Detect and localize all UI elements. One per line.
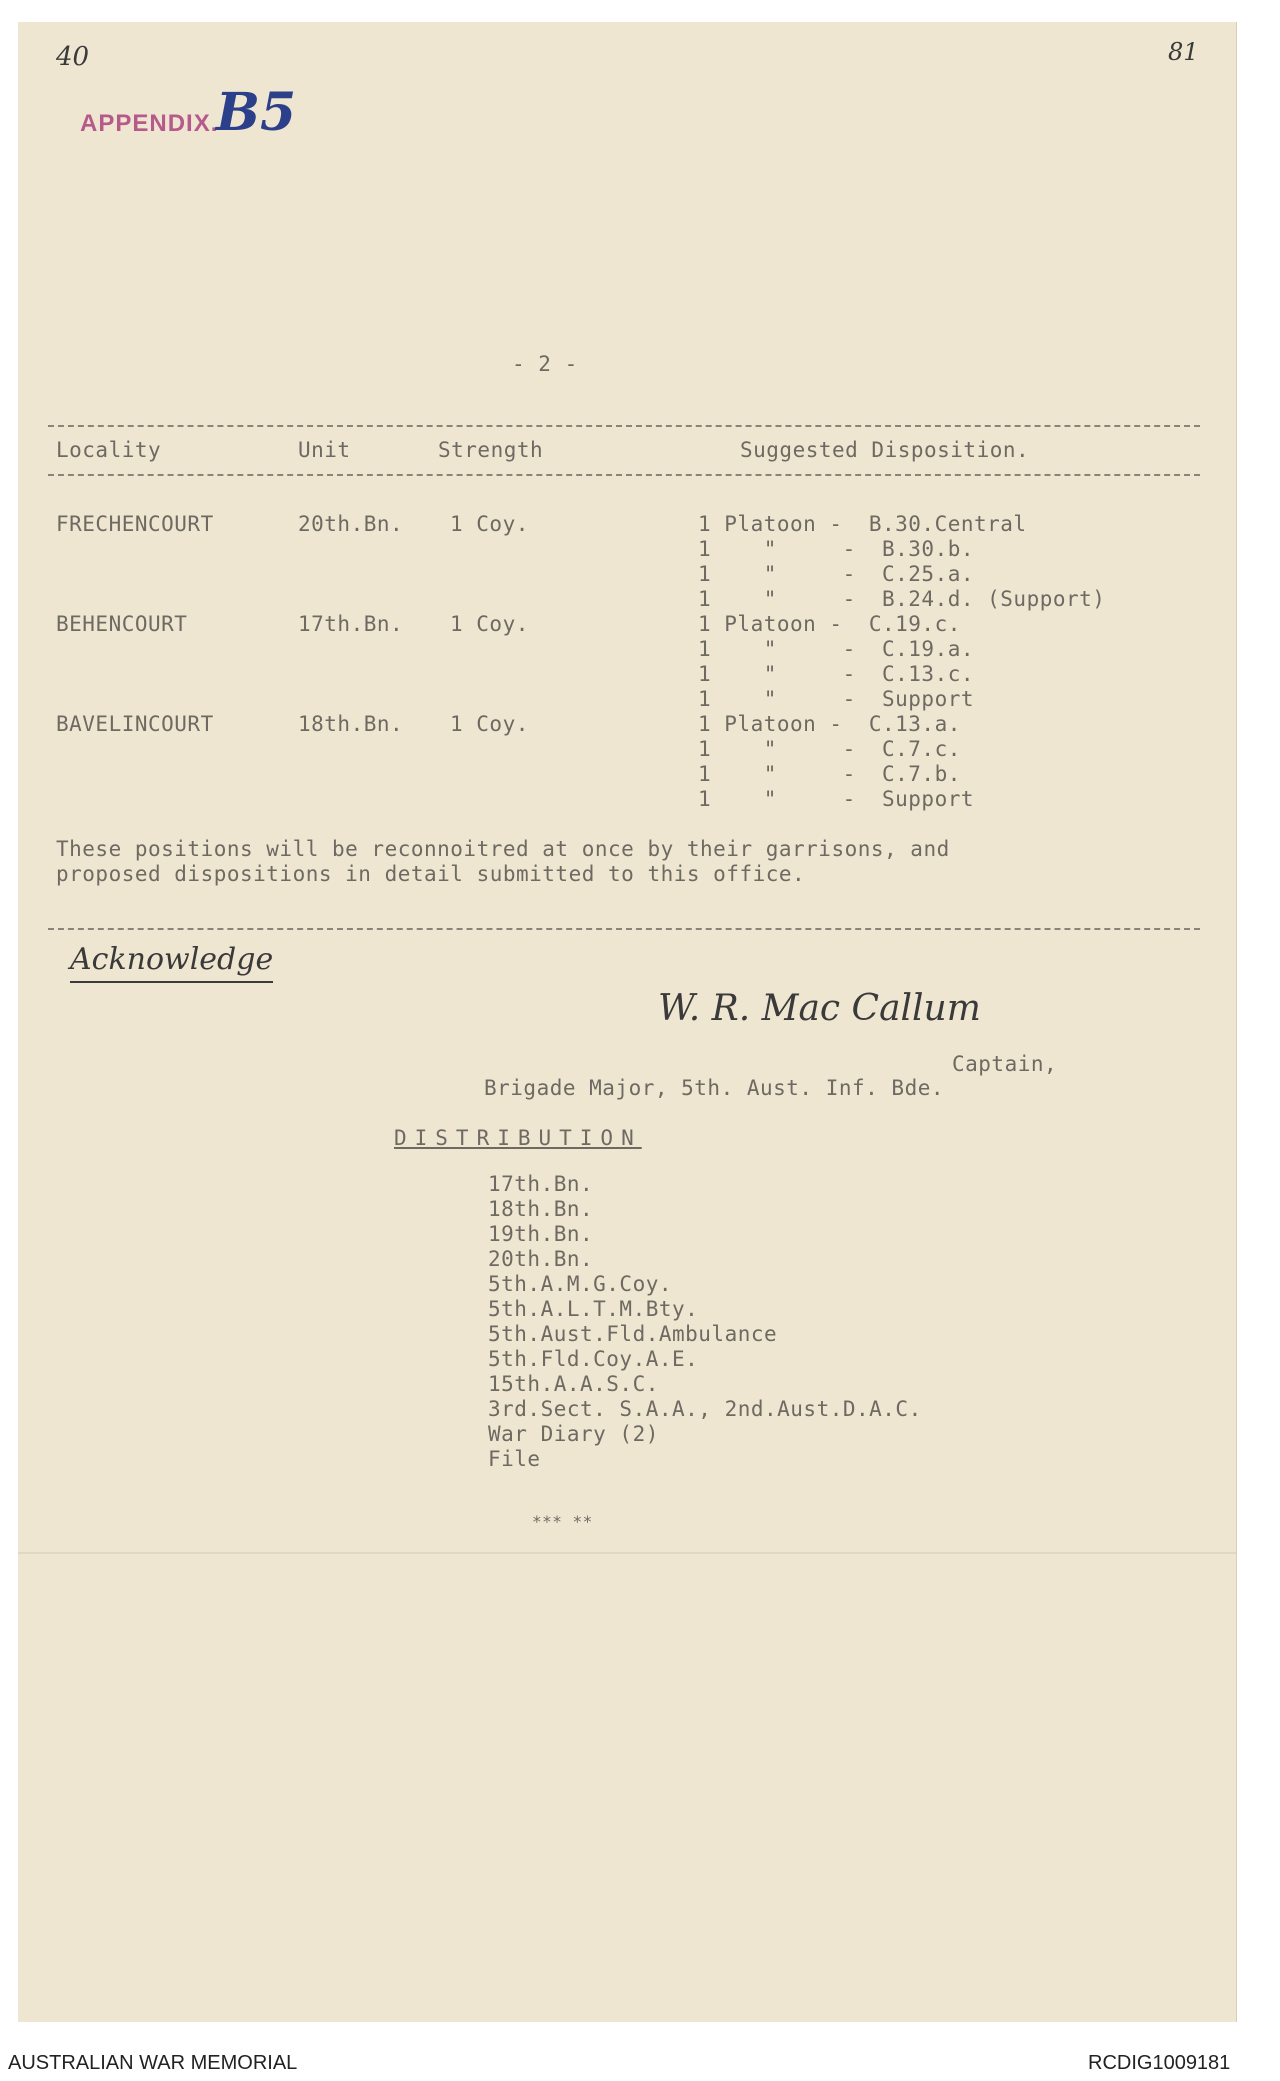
appendix-reference: B5: [216, 82, 297, 143]
row-unit: 17th.Bn.: [298, 612, 404, 636]
header-locality: Locality: [56, 438, 162, 462]
distribution-item: 19th.Bn.: [488, 1222, 594, 1246]
distribution-item: War Diary (2): [488, 1422, 659, 1446]
page-marker: - 2 -: [512, 352, 578, 376]
row-locality: BAVELINCOURT: [56, 712, 214, 736]
distribution-item: 15th.A.A.S.C.: [488, 1372, 659, 1396]
footer-source: AUSTRALIAN WAR MEMORIAL: [8, 2052, 298, 2074]
row-locality: BEHENCOURT: [56, 612, 188, 636]
disposition-line: 1 " - C.7.c.: [698, 737, 961, 761]
signatory-rank: Captain,: [952, 1052, 1058, 1076]
end-mark: *** **: [532, 1512, 593, 1531]
row-strength: 1 Coy.: [450, 712, 529, 736]
acknowledge-note: Acknowledge: [70, 942, 273, 983]
distribution-item: 5th.Fld.Coy.A.E.: [488, 1347, 699, 1371]
row-locality: FRECHENCOURT: [56, 512, 214, 536]
body-text-line: proposed dispositions in detail submitted to this office.: [56, 862, 806, 886]
header-strength: Strength: [438, 438, 544, 462]
distribution-item: 3rd.Sect. S.A.A., 2nd.Aust.D.A.C.: [488, 1397, 922, 1421]
signature: W. R. Mac Callum: [658, 988, 981, 1029]
row-strength: 1 Coy.: [450, 612, 529, 636]
header-unit: Unit: [298, 438, 351, 462]
disposition-line: 1 Platoon - C.13.a.: [698, 712, 961, 736]
disposition-line: 1 " - C.25.a.: [698, 562, 975, 586]
table-header-rule: [48, 474, 1200, 476]
page-number-left: 40: [56, 42, 90, 72]
row-unit: 20th.Bn.: [298, 512, 404, 536]
appendix-stamp: APPENDIX.: [80, 110, 219, 137]
signatory-title: Brigade Major, 5th. Aust. Inf. Bde.: [484, 1076, 945, 1100]
disposition-line: 1 " - Support: [698, 787, 975, 811]
footer-record-id: RCDIG1009181: [1088, 2052, 1231, 2074]
distribution-heading: DISTRIBUTION: [394, 1126, 642, 1150]
header-disposition: Suggested Disposition.: [740, 438, 1030, 462]
distribution-item: 20th.Bn.: [488, 1247, 594, 1271]
row-strength: 1 Coy.: [450, 512, 529, 536]
distribution-item: 5th.Aust.Fld.Ambulance: [488, 1322, 778, 1346]
disposition-line: 1 " - C.13.c.: [698, 662, 975, 686]
disposition-line: 1 Platoon - B.30.Central: [698, 512, 1027, 536]
row-unit: 18th.Bn.: [298, 712, 404, 736]
disposition-line: 1 " - C.19.a.: [698, 637, 975, 661]
table-top-rule: [48, 425, 1200, 427]
distribution-item: File: [488, 1447, 541, 1471]
disposition-line: 1 " - Support: [698, 687, 975, 711]
distribution-item: 18th.Bn.: [488, 1197, 594, 1221]
disposition-line: 1 " - B.24.d. (Support): [698, 587, 1106, 611]
page-number-right: 81: [1168, 38, 1199, 66]
disposition-line: 1 " - B.30.b.: [698, 537, 975, 561]
table-bottom-rule: [48, 928, 1200, 930]
disposition-line: 1 " - C.7.b.: [698, 762, 961, 786]
body-text-line: These positions will be reconnoitred at once by their garrisons, and: [56, 837, 950, 861]
distribution-item: 5th.A.M.G.Coy.: [488, 1272, 673, 1296]
distribution-item: 5th.A.L.T.M.Bty.: [488, 1297, 699, 1321]
distribution-item: 17th.Bn.: [488, 1172, 594, 1196]
document-page: [18, 22, 1237, 2022]
disposition-line: 1 Platoon - C.19.c.: [698, 612, 961, 636]
